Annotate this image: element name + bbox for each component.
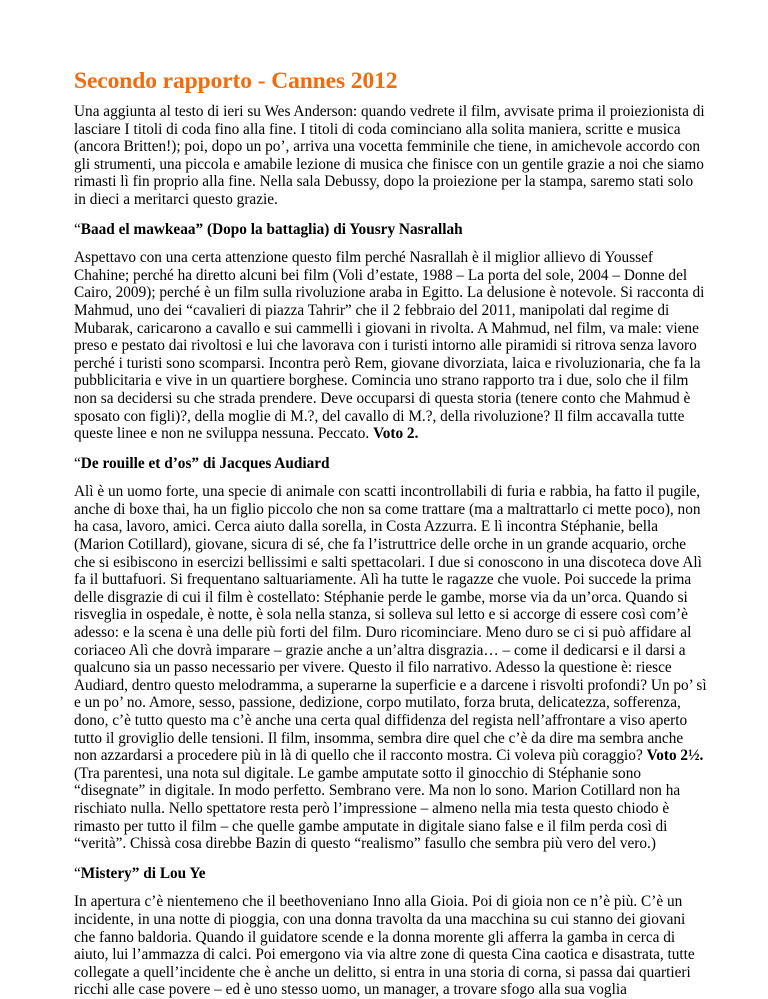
open-quote: “ [74,454,81,472]
review-body-1 [74,249,708,443]
review-heading-2 [74,455,708,473]
review-vote: Voto 2½. [646,747,704,765]
review-body-3 [74,893,708,999]
review-body-2 [74,483,708,852]
open-quote: “ [74,220,81,238]
open-quote: “ [74,864,81,882]
review-text: Alì è un uomo forte, una specie di animale con scatti incontrollabili di furia e rabbia, ha fatto il pugile, anche di boxe thai, ha un figlio piccolo che non sa come trattare (ma a maltrattarlo ci mette poco), non ha casa, lavoro, amici. Cerca aiuto dalla sorella, in Costa Azzurra. E lì incontra Stéphanie, bella (Marion Cotillard), giovane, sicura di sé, che fa l’istruttrice delle orche in un grande acquario, orche che si esibiscono in esercizi bellissimi e salti spettacolari. I due si conoscono in una discoteca dove Alì fa il buttafuori. Si frequentano saltuariamente. Alì ha tutte le ragazze che vuole. Poi succede la prima delle disgrazie di cui il film è costellato: Stéphanie perde le gambe, morse via da un’orca. Quando si risveglia in ospedale, è notte, è sola nella stanza, si solleva sul letto e si accorge di essere così com’è adesso: e la scena è una delle più forti del film. Duro ricominciare. Meno duro se ci si può affidare al coriaceo Alì che dovrà imparare – grazie anche a un’altra disgrazia… – come il dedicarsi e il darsi a qualcuno sia un passo necessario per vivere. Questo il filo narrativo. Adesso la questione è: riesce Audiard, dentro questo melodramma, a superarne la superficie e a darcene i risvolti profondi? Un po’ sì e un po’ no. Amore, sesso, passione, dedizione, corpo mutilato, forza bruta, delicatezza, sofferenza, dono, c’è tutto questo ma c’è anche una certa qual diffidenza del regista nell’affrontare a viso aperto tutto il groviglio delle tensioni. Il film, insomma, sembra dire quel che c’è da dire ma sembra anche non azzardarsi a procedere più in là di quello che il racconto mostra. Ci voleva più coraggio? [74,483,707,765]
review-heading-text: Mistery” di Lou Ye [80,864,206,882]
intro-paragraph: Una aggiunta al testo di ieri su Wes Anderson: quando vedrete il film, avvisate prima il proiezionista di lasciare I titoli di coda fino alla fine. I titoli di coda cominciano alla solita maniera, scritte e musica (ancora Britten!); poi, dopo un po’, arriva una vocetta femminile che tiene, in amichevole accordo con gli strumenti, una piccola e amabile lezione di musica che finisce con un gentile grazie a noi che siamo rimasti lì fin proprio alla fine. Nella sala Debussy, dopo la proiezione per la stampa, saremo stati solo in dieci a meritarci questo grazie. [74,103,705,208]
review-text: Aspettavo con una certa attenzione questo film perché Nasrallah è il miglior allievo di Youssef Chahine; perché ha diretto alcuni bei film (Voli d’estate, 1988 – La porta del sole, 2004 – Donne del Cairo, 2009); perché è un film sulla rivoluzione araba in Egitto. La delusione è notevole. Si racconta di Mahmud, uno dei “cavalieri di piazza Tahrir” che il 2 febbraio del 2011, manipolati dal regime di Mubarak, caricarono a cavallo e sui cammelli i giovani in rivolta. A Mahmud, nel film, va male: viene preso e pestato dai rivoltosi e lui che lavorava con i turisti intorno alle piramidi si ritrova senza lavoro perché i turisti sono scomparsi. Incontra però Rem, giovane divorziata, laica e rivoluzionaria, che fa la pubblicitaria e vive in un quartiere borghese. Comincia uno strano rapporto tra i due, solo che il film non sa decidersi su che strada prendere. Deve occuparsi di questa storia (tenere conto che Mahmud è sposato con figli)?, della moglie di M.?, del cavallo di M.?, della rivoluzione? Il film accavalla tutte queste linee e non ne sviluppa nessuna. Peccato. [74,249,705,443]
review-note: (Tra parentesi, una nota sul digitale. Le gambe amputate sotto il ginocchio di Stéphanie sono “disegnate” in digitale. In modo perfetto. Sembrano vere. Ma non lo sono. Marion Cotillard non ha rischiato nulla. Nello spettatore resta però l’impressione – almeno nella mia testa questo chiodo è rimasto per tutto il film – che quelle gambe amputate in digitale siano false e il film perda così di “verità”. Chissà cosa direbbe Bazin di questo “realismo” fasullo che sembra più vero del vero.) [74,764,681,853]
review-heading-1 [74,221,708,239]
review-heading-text: Baad el mawkeaa” (Dopo la battaglia) di Yousry Nasrallah [80,220,463,238]
page-title: Secondo rapporto - Cannes 2012 [74,68,398,94]
review-heading-3 [74,865,708,883]
review-text: In apertura c’è nientemeno che il beethoveniano Inno alla Gioia. Poi di gioia non ce n’è più. C’è un incidente, in una notte di pioggia, con una donna travolta da una macchina su cui stanno dei giovani che fanno baldoria. Quando il guidatore scende e la donna morente gli afferra la gamba in cerca di aiuto, lui l’ammazza di calci. Poi emergono via via altre zone di questa Cina caotica e disastrata, tutte collegate a quell’incidente che è anche un delitto, si entra in una storia di corna, si passa dai quartieri ricchi alle case povere – ed è uno stesso uomo, un manager, a trovare sfogo alla sua voglia [74,893,695,999]
review-heading-text: De rouille et d’os” di Jacques Audiard [80,454,330,472]
review-vote: Voto 2. [373,425,419,443]
